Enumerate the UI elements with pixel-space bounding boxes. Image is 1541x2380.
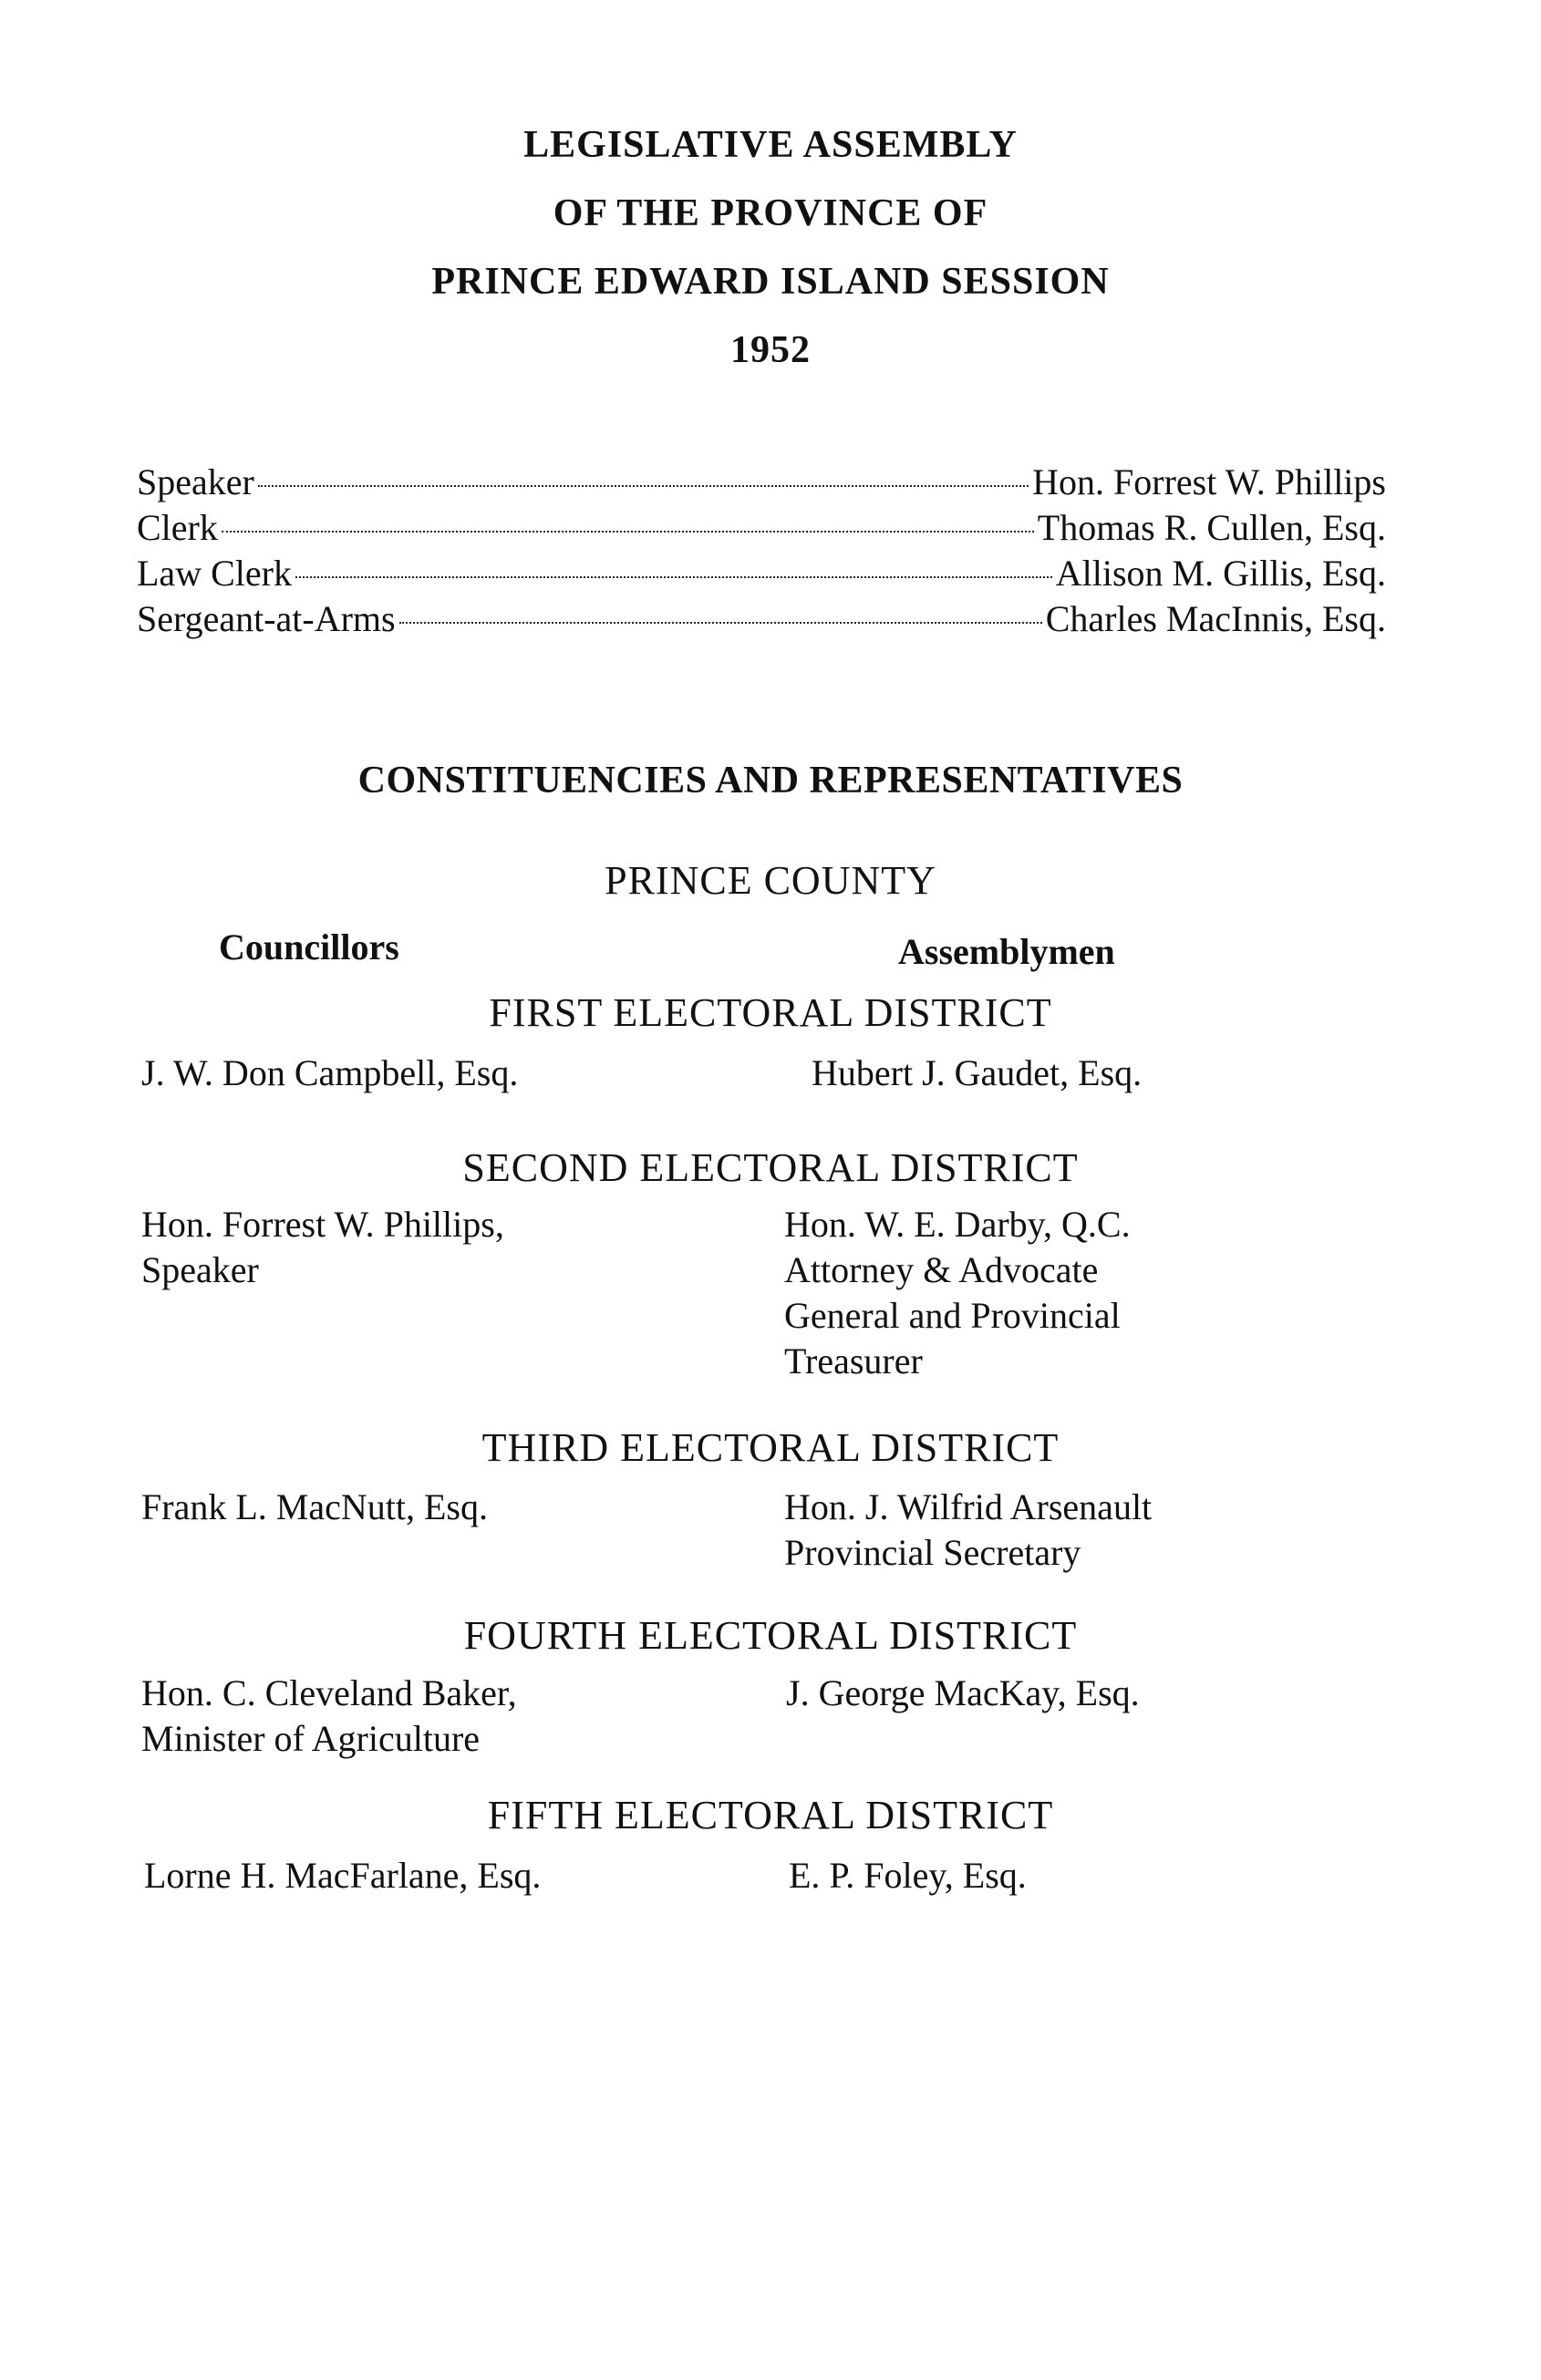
dot-leader xyxy=(399,622,1042,624)
officer-row xyxy=(137,552,1386,597)
officer-title: Clerk xyxy=(137,507,218,548)
county-heading: PRINCE COUNTY xyxy=(605,858,936,903)
title-line-1: LEGISLATIVE ASSEMBLY xyxy=(523,124,1018,166)
assemblyman-line: J. George MacKay, Esq. xyxy=(786,1672,1140,1713)
officer-name: Charles MacInnis, Esq. xyxy=(1045,598,1386,639)
councillor-entry xyxy=(141,1050,518,1096)
district-heading: FOURTH ELECTORAL DISTRICT xyxy=(463,1613,1078,1658)
district-heading: FIRST ELECTORAL DISTRICT xyxy=(489,990,1052,1035)
councillor-line: J. W. Don Campbell, Esq. xyxy=(141,1052,519,1093)
officer-name: Thomas R. Cullen, Esq. xyxy=(1037,507,1386,548)
councillors-heading: Councillors xyxy=(219,926,399,968)
councillor-line: Hon. C. Cleveland Baker, xyxy=(141,1672,517,1713)
officers-list xyxy=(137,460,1386,643)
assemblyman-line: Treasurer xyxy=(784,1340,923,1381)
assemblyman-line: General and Provincial xyxy=(784,1295,1121,1336)
dot-leader xyxy=(222,531,1034,533)
councillor-entry xyxy=(144,1853,541,1899)
district-heading: FIFTH ELECTORAL DISTRICT xyxy=(487,1793,1054,1837)
officer-name: Allison M. Gillis, Esq. xyxy=(1055,553,1386,594)
assemblyman-line: Hon. W. E. Darby, Q.C. xyxy=(784,1204,1131,1245)
assemblyman-entry xyxy=(784,1202,1131,1384)
assemblyman-line: Hubert J. Gaudet, Esq. xyxy=(812,1052,1143,1093)
councillor-entry xyxy=(141,1202,504,1293)
session-year: 1952 xyxy=(730,329,811,371)
assemblyman-entry xyxy=(812,1050,1142,1096)
councillor-line: Minister of Agriculture xyxy=(141,1718,481,1759)
title-line-3: PRINCE EDWARD ISLAND SESSION xyxy=(431,261,1110,303)
officer-title: Law Clerk xyxy=(137,553,292,594)
constituencies-heading: CONSTITUENCIES AND REPRESENTATIVES xyxy=(357,760,1184,802)
officer-name: Hon. Forrest W. Phillips xyxy=(1032,461,1386,502)
assemblyman-line: E. P. Foley, Esq. xyxy=(789,1855,1027,1896)
assemblyman-entry xyxy=(786,1671,1140,1716)
officer-row xyxy=(137,597,1386,643)
district-heading: THIRD ELECTORAL DISTRICT xyxy=(481,1425,1060,1470)
councillor-entry xyxy=(141,1485,488,1530)
dot-leader xyxy=(258,485,1029,487)
dot-leader xyxy=(295,576,1052,578)
assemblyman-entry xyxy=(789,1853,1027,1899)
councillor-entry xyxy=(141,1671,517,1762)
officer-title: Sergeant-at-Arms xyxy=(137,598,396,639)
assemblymen-heading: Assemblymen xyxy=(898,931,1115,972)
councillor-line: Hon. Forrest W. Phillips, xyxy=(141,1204,504,1245)
councillor-line: Speaker xyxy=(141,1249,259,1290)
councillor-line: Lorne H. MacFarlane, Esq. xyxy=(144,1855,542,1896)
officer-row xyxy=(137,506,1386,552)
assemblyman-line: Attorney & Advocate xyxy=(784,1249,1099,1290)
officer-row xyxy=(137,460,1386,506)
assemblyman-entry xyxy=(784,1485,1152,1576)
councillor-line: Frank L. MacNutt, Esq. xyxy=(141,1486,488,1527)
assemblyman-line: Hon. J. Wilfrid Arsenault xyxy=(784,1486,1153,1527)
assemblyman-line: Provincial Secretary xyxy=(784,1532,1081,1573)
title-line-2: OF THE PROVINCE OF xyxy=(553,192,988,234)
district-heading: SECOND ELECTORAL DISTRICT xyxy=(462,1145,1079,1190)
officer-title: Speaker xyxy=(137,461,254,502)
